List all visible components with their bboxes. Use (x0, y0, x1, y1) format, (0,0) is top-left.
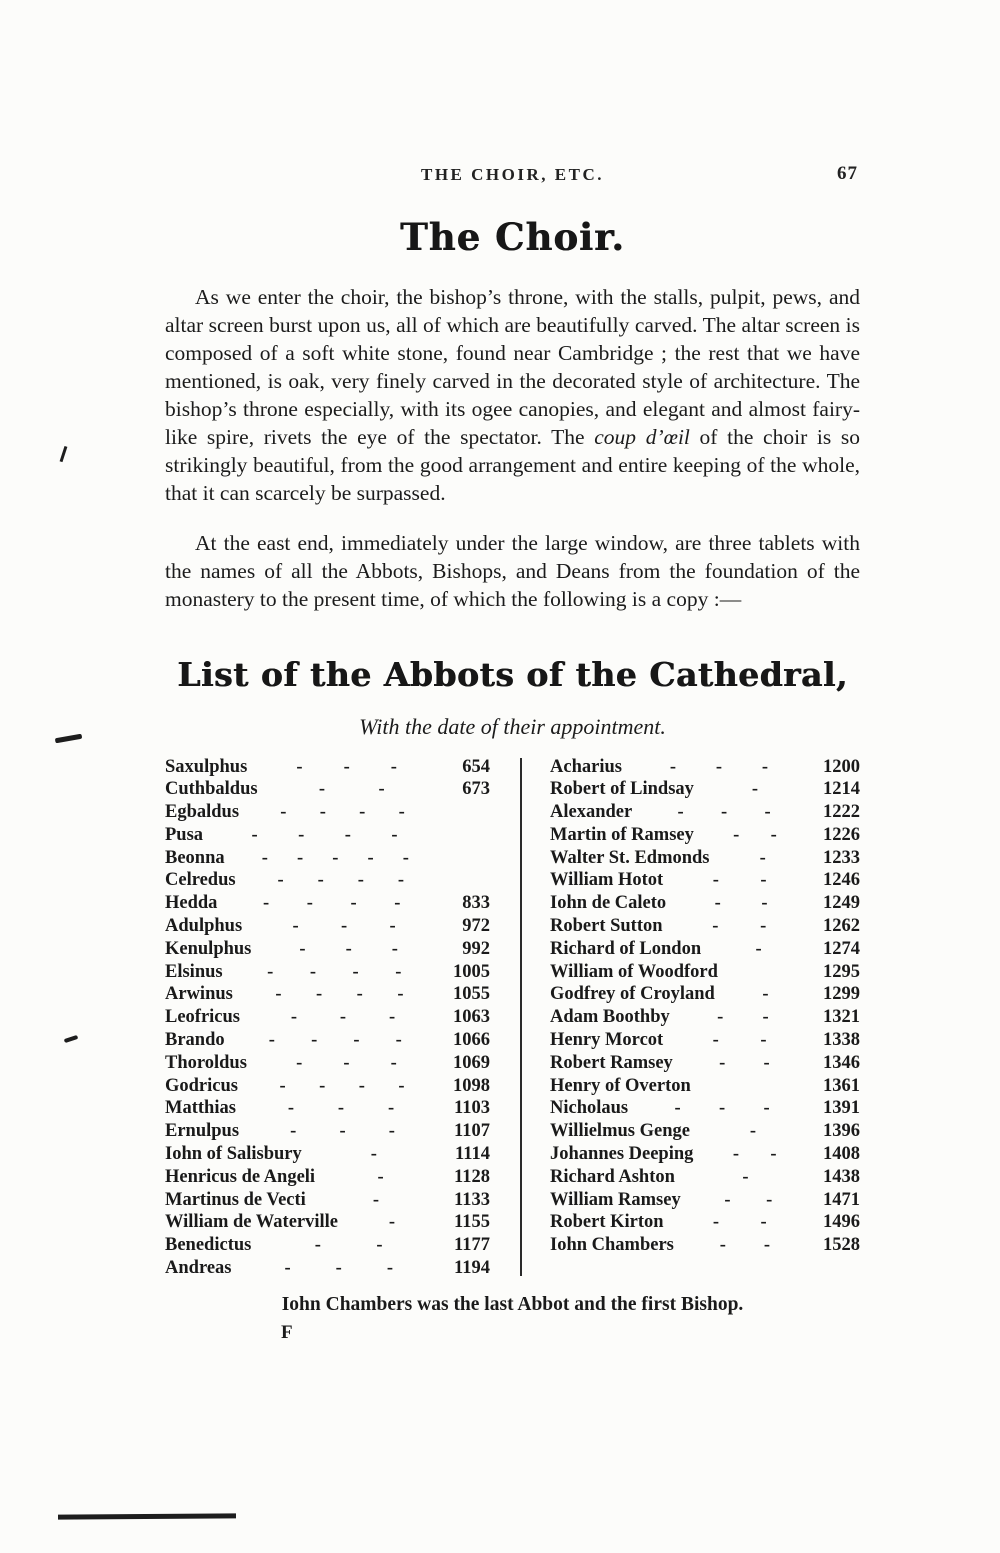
dash-leader: - - - (677, 802, 771, 823)
dash-leader: - - - (296, 756, 397, 777)
dash-leader: - (759, 847, 766, 868)
abbot-date: 1005 (453, 961, 490, 982)
table-row (550, 1166, 860, 1189)
paragraph-1 (165, 283, 860, 507)
abbot-date: 1471 (823, 1189, 860, 1210)
table-row (165, 1166, 490, 1189)
abbot-name: Elsinus (165, 961, 223, 982)
margin-mark-tick (64, 1035, 79, 1043)
dash-leader: - - - - (267, 961, 402, 982)
table-row (550, 824, 860, 847)
abbot-name: William de Waterville (165, 1212, 338, 1233)
column-divider (520, 758, 522, 1276)
abbot-date: 1226 (823, 824, 860, 845)
footnote: Iohn Chambers was the last Abbot and the first Bishop. (281, 1293, 744, 1315)
table-row (165, 869, 490, 892)
paragraph-1-text-after: of the choir is so strikingly beautiful, from the good arrangement and entire keeping of the whole, that it can scarcely be surpassed. (165, 425, 861, 505)
table-row (550, 1097, 860, 1120)
abbot-name: William of Woodford (550, 961, 718, 982)
dash-leader: - - (719, 1235, 771, 1256)
paragraph-1-text: As we enter the choir, the bishop’s throne, with the stalls, pulpit, pews, and altar screen burst upon us, all of which are beautifully carved. The altar screen is composed of a soft white stone, found near Cambridge ; the rest that we have mentioned, is oak, very finely carved in the decorated style of architecture. The bishop’s throne especially, with its ogee canopies, and elegant and almost fairy-like spire, rivets the eye of the spectator. The (165, 285, 860, 449)
dash-leader: - - - (284, 1258, 393, 1279)
abbot-date: 1233 (823, 847, 860, 868)
abbot-name: Cuthbaldus (165, 779, 258, 800)
abbot-date: 654 (462, 756, 490, 777)
abbot-date: 1391 (823, 1098, 860, 1119)
signature-mark: F (281, 1321, 293, 1343)
dash-leader: - - (314, 1235, 383, 1256)
abbot-name: Benedictus (165, 1235, 252, 1256)
abbot-name: Robert of Lindsay (550, 779, 694, 800)
abbot-name: Robert Kirton (550, 1212, 664, 1233)
abbot-name: Kenulphus (165, 938, 252, 959)
dash-leader: - - (714, 893, 768, 914)
table-row (165, 1029, 490, 1052)
abbot-name: Celredus (165, 870, 236, 891)
abbot-name: Martin of Ramsey (550, 824, 694, 845)
abbot-date: 1262 (823, 916, 860, 937)
dash-leader: - (742, 1166, 749, 1187)
dash-leader: - - - - (251, 824, 398, 845)
table-row (550, 778, 860, 801)
dash-leader: - - - - - (261, 847, 409, 868)
dash-leader: - - (318, 779, 385, 800)
table-row (165, 961, 490, 984)
table-row (550, 915, 860, 938)
abbot-name: Godfrey of Croyland (550, 984, 715, 1005)
table-row (550, 1120, 860, 1143)
dash-leader: - (372, 1189, 379, 1210)
dash-leader: - - (712, 1212, 767, 1233)
table-row (165, 1006, 490, 1029)
table-row (165, 1143, 490, 1166)
abbot-name: Hedda (165, 893, 218, 914)
abbot-date: 1177 (454, 1235, 490, 1256)
abbot-date: 972 (462, 916, 490, 937)
abbot-date: 1274 (823, 938, 860, 959)
abbot-date: 1321 (823, 1007, 860, 1028)
dash-leader: - (762, 984, 769, 1005)
abbot-date: 992 (462, 938, 490, 959)
abbot-name: Nicholaus (550, 1098, 629, 1119)
margin-mark-slash (60, 446, 67, 462)
abbot-name: Henricus de Angeli (165, 1166, 316, 1187)
table-row (550, 938, 860, 961)
dash-leader: - - - (287, 1098, 395, 1119)
dash-leader: - - (712, 916, 767, 937)
abbot-name: Iohn de Caleto (550, 893, 667, 914)
dash-leader: - (751, 779, 759, 800)
dash-leader: - - - - (263, 893, 401, 914)
abbot-date: 1396 (823, 1121, 860, 1142)
dash-leader: - (755, 938, 762, 959)
abbot-date: 1055 (453, 984, 490, 1005)
abbot-date: 1299 (823, 984, 860, 1005)
paragraph-1-italic: coup d’œil (594, 425, 690, 449)
abbot-date: 1222 (823, 802, 860, 823)
list-subheading: With the date of their appointment. (359, 713, 666, 739)
page-number: 67 (837, 163, 858, 184)
dash-leader: - (388, 1212, 396, 1233)
abbot-date: 1103 (454, 1098, 490, 1119)
dash-leader: - - - (669, 756, 769, 777)
table-row (550, 961, 860, 984)
table-row (165, 892, 490, 915)
abbot-name: Arwinus (165, 984, 233, 1005)
abbot-name: Adulphus (165, 916, 243, 937)
table-row (550, 1143, 860, 1166)
table-row (165, 824, 490, 847)
table-row (165, 983, 490, 1006)
abbot-name: Iohn Chambers (550, 1235, 674, 1256)
table-row (550, 1189, 860, 1212)
abbot-date: 1408 (823, 1144, 860, 1165)
table-row (165, 1120, 490, 1143)
dash-leader: - (370, 1144, 377, 1165)
abbot-name: Pusa (165, 824, 204, 845)
table-row (165, 756, 490, 779)
table-row (165, 1075, 490, 1098)
table-row (550, 1075, 860, 1098)
dash-leader: - - - (296, 1052, 397, 1073)
dash-leader: - - - (299, 938, 398, 959)
table-row (550, 1052, 860, 1075)
paragraph-2: At the east end, immediately under the large window, are three tablets with the names of all the Abbots, Bishops, and Deans from the foundation of the monastery to the present time, of which the following is a copy :— (165, 530, 860, 611)
abbot-name: Robert Ramsey (550, 1052, 673, 1073)
abbot-date: 1438 (823, 1166, 860, 1187)
page-content (165, 165, 860, 1344)
abbots-column-left (165, 756, 490, 1280)
table-row (550, 983, 860, 1006)
table-row (165, 1189, 490, 1212)
table-row (550, 892, 860, 915)
dash-leader: - - - - (279, 1075, 405, 1096)
abbot-name: Walter St. Edmonds (550, 847, 710, 868)
dash-leader: - - (719, 1052, 770, 1073)
abbot-date: 1361 (823, 1075, 860, 1096)
abbot-date: 1346 (823, 1052, 860, 1073)
dash-leader: - - (724, 1189, 773, 1210)
dash-leader: - - - (674, 1098, 770, 1119)
list-heading: List of the Abbots of the Cathedral, (177, 654, 848, 694)
abbot-name: Ernulpus (165, 1121, 240, 1142)
abbot-date: 1249 (823, 893, 860, 914)
abbot-date: 1338 (823, 1030, 860, 1051)
abbot-name: Richard Ashton (550, 1166, 675, 1187)
abbot-name: Thoroldus (165, 1052, 247, 1073)
dash-leader: - - (712, 1030, 767, 1051)
running-header-title: THE CHOIR, ETC. (421, 165, 604, 184)
abbot-date: 1200 (823, 756, 860, 777)
dash-leader: - - (717, 1007, 769, 1028)
dash-leader: - - - (292, 916, 396, 937)
abbot-date: 1133 (454, 1189, 490, 1210)
table-row (165, 1052, 490, 1075)
abbot-name: Alexander (550, 802, 633, 823)
table-row (550, 1211, 860, 1234)
abbot-date: 1107 (454, 1121, 490, 1142)
abbot-name: Henry of Overton (550, 1075, 691, 1096)
abbots-table (165, 756, 860, 1280)
dash-leader: - (377, 1166, 384, 1187)
table-row (165, 1097, 490, 1120)
abbot-name: Robert Sutton (550, 916, 663, 937)
table-row (165, 778, 490, 801)
table-row (550, 801, 860, 824)
table-row (165, 1234, 490, 1257)
abbot-name: Leofricus (165, 1007, 241, 1028)
abbot-name: Brando (165, 1030, 225, 1051)
table-row (165, 1257, 490, 1280)
table-row (550, 1234, 860, 1257)
abbot-name: Martinus de Vecti (165, 1189, 306, 1210)
table-row (550, 756, 860, 779)
abbot-name: Saxulphus (165, 756, 248, 777)
abbot-name: Godricus (165, 1075, 238, 1096)
abbot-name: Richard of London (550, 938, 702, 959)
dash-leader: - - - (290, 1007, 396, 1028)
abbot-date: 1295 (823, 961, 860, 982)
page-title: The Choir. (400, 215, 625, 259)
bottom-rule (58, 1513, 236, 1519)
margin-mark-dash (55, 734, 82, 743)
abbot-name: Willielmus Genge (550, 1121, 690, 1142)
abbot-date: 1069 (453, 1052, 490, 1073)
table-row (550, 847, 860, 870)
abbot-date: 1114 (455, 1144, 490, 1165)
table-row (550, 869, 860, 892)
dash-leader: - - (733, 824, 777, 845)
dash-leader: - - - - (277, 870, 405, 891)
dash-leader: - - - - (268, 1030, 402, 1051)
abbot-date: 1098 (453, 1075, 490, 1096)
abbot-date: 1066 (453, 1030, 490, 1051)
table-row (165, 915, 490, 938)
abbot-date: 1194 (454, 1258, 490, 1279)
dash-leader: - - (712, 870, 767, 891)
abbot-name: Egbaldus (165, 802, 240, 823)
table-row (165, 847, 490, 870)
abbot-name: Iohn of Salisbury (165, 1144, 302, 1165)
abbot-name: Henry Morcot (550, 1030, 664, 1051)
table-row (550, 1006, 860, 1029)
abbot-date: 833 (462, 893, 490, 914)
abbot-date: 1214 (823, 779, 860, 800)
dash-leader: - - - - (280, 802, 405, 823)
abbot-name: Adam Boothby (550, 1007, 670, 1028)
abbot-date: 1246 (823, 870, 860, 891)
abbot-name: William Hotot (550, 870, 664, 891)
dash-leader: - - (732, 1144, 777, 1165)
abbot-name: Johannes Deeping (550, 1144, 694, 1165)
abbot-date: 673 (462, 779, 490, 800)
table-row (165, 1211, 490, 1234)
abbot-name: Beonna (165, 847, 225, 868)
dash-leader: - (749, 1121, 757, 1142)
dash-leader: - - - (290, 1121, 395, 1142)
abbot-name: William Ramsey (550, 1189, 681, 1210)
abbot-date: 1528 (823, 1235, 860, 1256)
table-row (165, 938, 490, 961)
abbot-date: 1155 (454, 1212, 490, 1233)
abbot-name: Acharius (550, 756, 622, 777)
abbot-name: Andreas (165, 1258, 232, 1279)
abbots-column-right (550, 756, 860, 1280)
dash-leader: - - - - (275, 984, 404, 1005)
table-row (550, 1029, 860, 1052)
abbot-name: Matthias (165, 1098, 236, 1119)
table-row (165, 801, 490, 824)
abbot-date: 1496 (823, 1212, 860, 1233)
abbot-date: 1063 (453, 1007, 490, 1028)
abbot-date: 1128 (454, 1166, 490, 1187)
running-header (165, 165, 860, 185)
